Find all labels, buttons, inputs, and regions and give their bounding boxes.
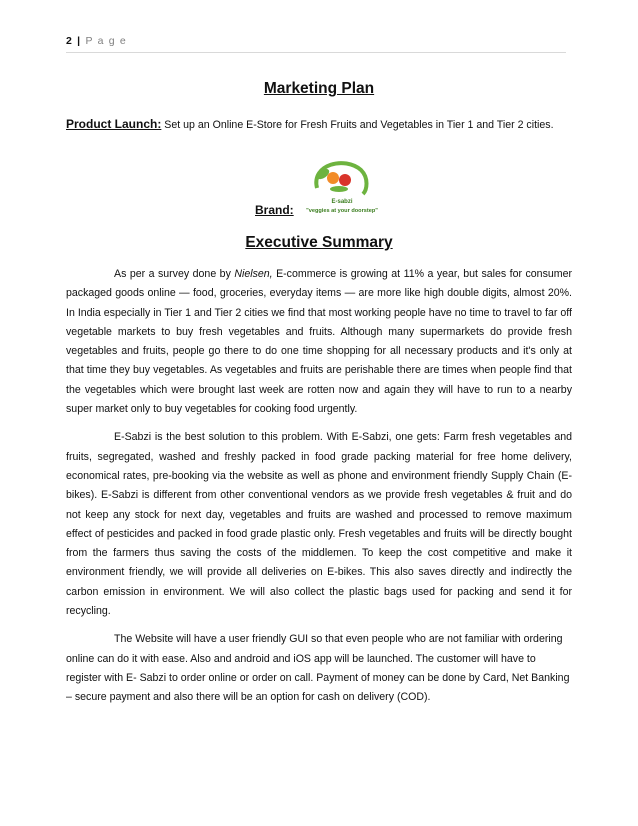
paragraph-2: E-Sabzi is the best solution to this problem. With E-Sabzi, one gets: Farm fresh vegetables and fruits, segregated, washed and freshly packed in food grade packing material for free home delivery, economical rates, pre-booking via the website as well as phone and environment friendly Supply Chain (E-bikes). E-Sabzi is different from other conventional vendors as we provide fresh vegetables & fruit and do not keep any stock for next day, vegetables and fruits are washed and processed to remove maximum effect of pesticides and packed in food grade plastic only. Fresh vegetables and fruits will be directly bought from the farmers thus saving the costs of the middlemen. To keep the cost competitive and make it environment friendly, we will provide all deliveries on E-bikes. This also saves directly and indirectly the carbon emission in environment. We will also collect the plastic bags used for packing and send it for recycling. bbox=[66, 431, 572, 618]
executive-summary-body bbox=[66, 265, 572, 717]
paragraph-1 bbox=[66, 265, 572, 419]
logo-name: E-sabzi bbox=[331, 199, 353, 205]
page-header bbox=[66, 35, 566, 53]
paragraph-1-rest: E-commerce is growing at 11% a year, but sales for consumer packaged goods online — food, groceries, everyday items — are more like high double digits, almost 20%. In India especially in Tier 1 and Tier 2 cities we find that most working people have no time to travel to far off vegetable markets to buy fresh vegetables and fruits. Although many supermarkets do provide fresh vegetables and fruits, people go there to do one time shopping for all necessary products and it's only at that time they buy vegetables. As vegetables and fruits are perishable there are times when people find that the vegetables which were brought last week are rotten now and again they will have to run to a nearby super market only to buy vegetables for cooking food urgently. bbox=[66, 268, 573, 416]
product-launch-text: Set up an Online E-Store for Fresh Fruits and Vegetables in Tier 1 and Tier 2 cities. bbox=[161, 119, 554, 131]
brand-label: Brand: bbox=[255, 203, 294, 217]
paragraph-3: The Website will have a user friendly GUI so that even people who are not familiar with ordering online can do it with ease. Also and android and iOS app will be launched. The customer will have to register with E- Sabzi to order online or order on call. Payment of money can be done by Card, Net Banking – secure payment and also there will be an option for cash on delivery (COD). bbox=[66, 633, 570, 704]
paragraph-1-source: Nielsen, bbox=[234, 268, 273, 280]
logo-tagline: "veggies at your doorstep" bbox=[306, 208, 378, 214]
e-sabzi-logo bbox=[287, 156, 397, 218]
page-separator: | bbox=[77, 35, 82, 47]
product-launch-label: Product Launch: bbox=[66, 117, 162, 131]
page-title: Marketing Plan bbox=[263, 80, 375, 97]
logo-orange-fruit bbox=[327, 172, 339, 184]
executive-summary-title: Executive Summary bbox=[245, 234, 393, 251]
paragraph-1-start: As per a survey done by bbox=[114, 268, 235, 280]
logo-tomato bbox=[339, 174, 351, 186]
page-number: 2 bbox=[66, 35, 74, 47]
product-launch bbox=[66, 114, 572, 135]
logo-chili bbox=[330, 186, 348, 192]
page-word: P a g e bbox=[85, 35, 127, 47]
